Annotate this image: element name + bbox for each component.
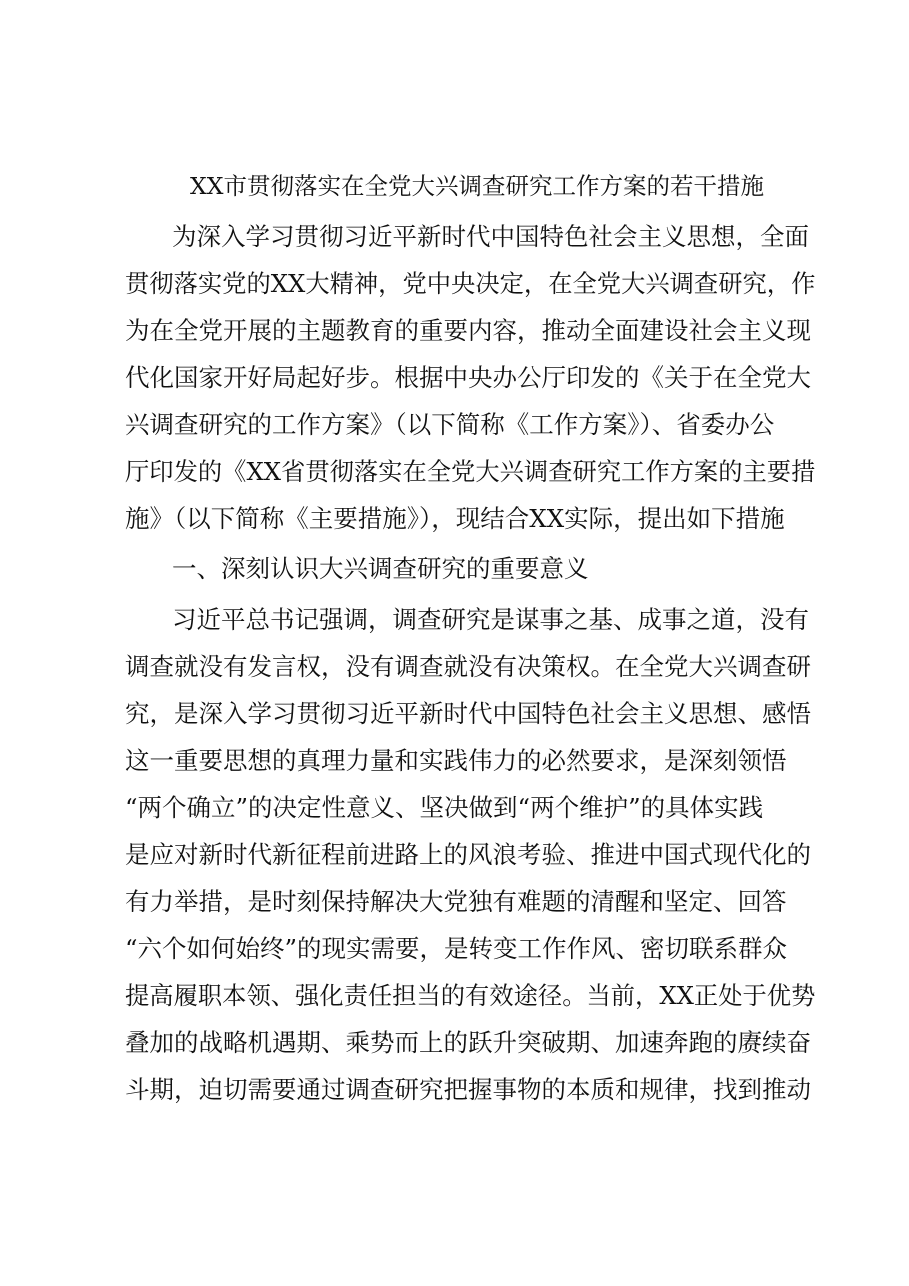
paragraph-2-line-7: 有力举措，是时刻保持解决大党独有难题的清醒和坚定、回答 [125, 887, 787, 916]
paragraph-2-line-6: 是应对新时代新征程前进路上的风浪考验、推进中国式现代化的 [125, 840, 811, 869]
paragraph-1-line-1: 为深入学习贯彻习近平新时代中国特色社会主义思想，全面 [172, 222, 809, 251]
document-title: XX市贯彻落实在全党大兴调查研究工作方案的若干措施 [190, 172, 764, 200]
paragraph-1-line-7: 施》（以下简称《主要措施》），现结合XX实际，提出如下措施 [125, 504, 785, 533]
paragraph-2-line-4: 这一重要思想的真理力量和实践伟力的必然要求，是深刻领悟 [125, 746, 787, 775]
paragraph-1-line-6: 厅印发的《XX省贯彻落实在全党大兴调查研究工作方案的主要措 [125, 457, 816, 486]
paragraph-1-line-3: 为在全党开展的主题教育的重要内容，推动全面建设社会主义现 [125, 316, 811, 345]
paragraph-2-line-3: 究，是深入学习贯彻习近平新时代中国特色社会主义思想、感悟 [125, 699, 811, 728]
paragraph-2-line-11: 斗期，迫切需要通过调查研究把握事物的本质和规律，找到推动 [125, 1075, 811, 1104]
paragraph-1-line-5: 兴调查研究的工作方案》（以下简称《工作方案》）、省委办公 [125, 410, 775, 439]
paragraph-2-line-8: “六个如何始终”的现实需要，是转变工作作风、密切联系群众 [125, 934, 788, 963]
paragraph-2-line-1: 习近平总书记强调，调查研究是谋事之基、成事之道，没有 [172, 605, 809, 634]
paragraph-2-line-2: 调查就没有发言权，没有调查就没有决策权。在全党大兴调查研 [125, 652, 811, 681]
paragraph-1-line-4: 代化国家开好局起好步。根据中央办公厅印发的《关于在全党大 [125, 363, 811, 392]
paragraph-2-line-9: 提高履职本领、强化责任担当的有效途径。当前，XX正处于优势 [125, 981, 816, 1010]
paragraph-1-line-2: 贯彻落实党的XX大精神，党中央决定，在全党大兴调查研究，作 [125, 269, 816, 298]
paragraph-2-line-10: 叠加的战略机遇期、乘势而上的跃升突破期、加速奔跑的赓续奋 [125, 1028, 811, 1057]
section-1-heading: 一、深刻认识大兴调查研究的重要意义 [172, 554, 589, 583]
paragraph-2-line-5: “两个确立”的决定性意义、坚决做到“两个维护”的具体实践 [125, 793, 764, 822]
